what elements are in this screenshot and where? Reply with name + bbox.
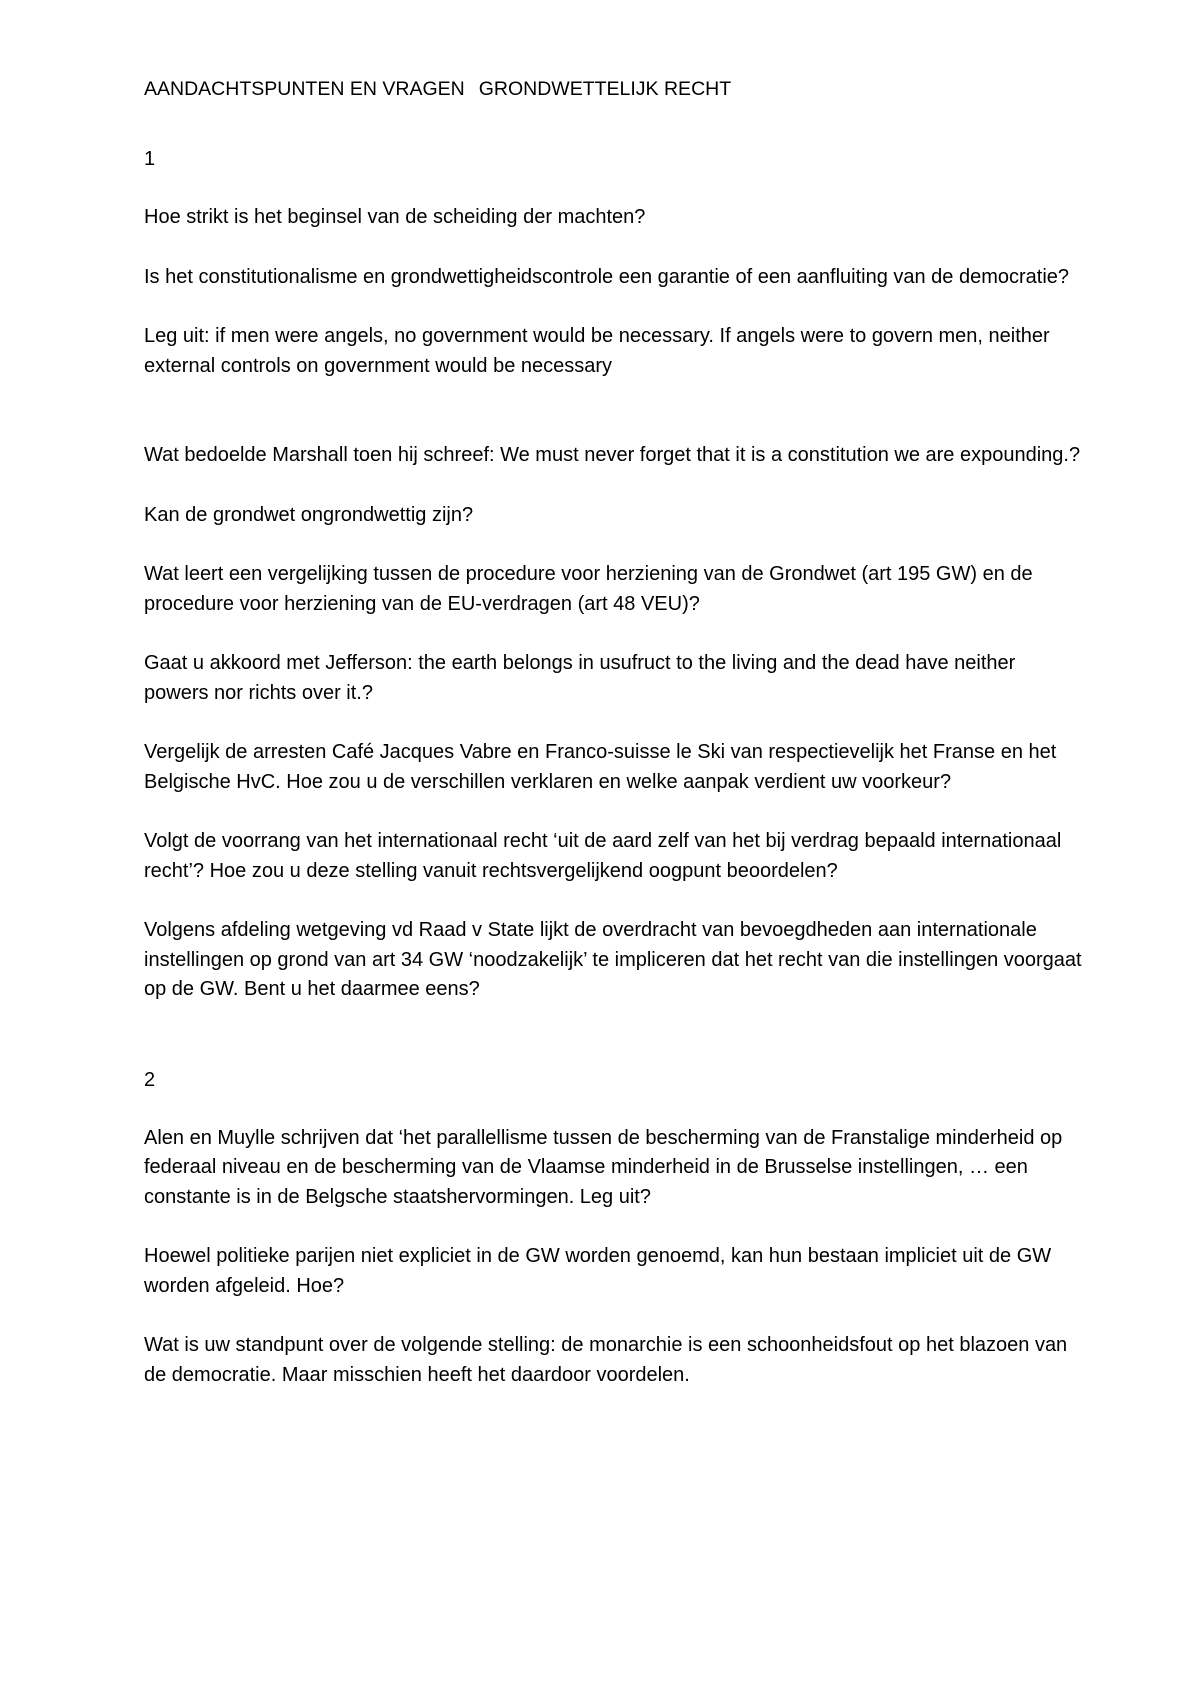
document-title (144, 74, 1084, 104)
question-2-1: Alen en Muylle schrijven dat ‘het parallellisme tussen de bescherming van de Franstalige minderheid op federaal niveau en de bescherming van de Vlaamse minderheid in de Brusselse instellingen, … een constante is in de Belgsche staatshervormingen. Leg uit? (144, 1126, 1063, 1208)
question-1-3: Leg uit: if men were angels, no government would be necessary. If angels were to govern men, neither external controls on government would be necessary (144, 325, 1050, 377)
question-1-6: Wat leert een vergelijking tussen de procedure voor herziening van de Grondwet (art 195 GW) en de procedure voor herziening van de EU-verdragen (art 48 VEU)? (144, 563, 1033, 615)
question-1-10: Volgens afdeling wetgeving vd Raad v State lijkt de overdracht van bevoegdheden aan internationale instellingen op grond van art 34 GW ‘noodzakelijk’ te impliceren dat het recht van die instellingen voorgaat op de GW. Bent u het daarmee eens? (144, 919, 1082, 1000)
document-title-part2: GRONDWETTELIJK RECHT (478, 78, 732, 100)
question-1-8: Vergelijk de arresten Café Jacques Vabre en Franco-suisse le Ski van respectievelijk het Franse en het Belgische HvC. Hoe zou u de verschillen verklaren en welke aanpak verdient uw voorkeur? (144, 741, 1057, 793)
question-1-9: Volgt de voorrang van het internationaal recht ‘uit de aard zelf van het bij verdrag bepaald internationaal recht’? Hoe zou u deze stelling vanuit rechtsvergelijkend oogpunt beoordelen? (144, 830, 1062, 882)
question-2-3: Wat is uw standpunt over de volgende stelling: de monarchie is een schoonheidsfout op het blazoen van de democratie. Maar misschien heeft het daardoor voordelen. (144, 1334, 1068, 1386)
question-1-2: Is het constitutionalisme en grondwettigheidscontrole een garantie of een aanfluiting van de democratie? (144, 265, 1070, 288)
section-1 (144, 144, 1084, 1005)
section-number: 1 (144, 148, 156, 170)
document-page (144, 74, 1084, 1390)
question-1-1: Hoe strikt is het beginsel van de scheiding der machten? (144, 206, 646, 228)
question-2-2: Hoewel politieke parijen niet expliciet in de GW worden genoemd, kan hun bestaan impliciet uit de GW worden afgeleid. Hoe? (144, 1245, 1052, 1297)
section-2 (144, 1065, 1084, 1391)
question-1-4: Wat bedoelde Marshall toen hij schreef: We must never forget that it is a constitution we are expounding.? (144, 444, 1081, 466)
question-1-5: Kan de grondwet ongrondwettig zijn? (144, 503, 474, 526)
section-number: 2 (144, 1068, 156, 1091)
question-1-7: Gaat u akkoord met Jefferson: the earth belongs in usufruct to the living and the dead have neither powers nor richts over it.? (144, 652, 1016, 704)
document-title-part1: AANDACHTSPUNTEN EN VRAGEN (144, 78, 465, 100)
